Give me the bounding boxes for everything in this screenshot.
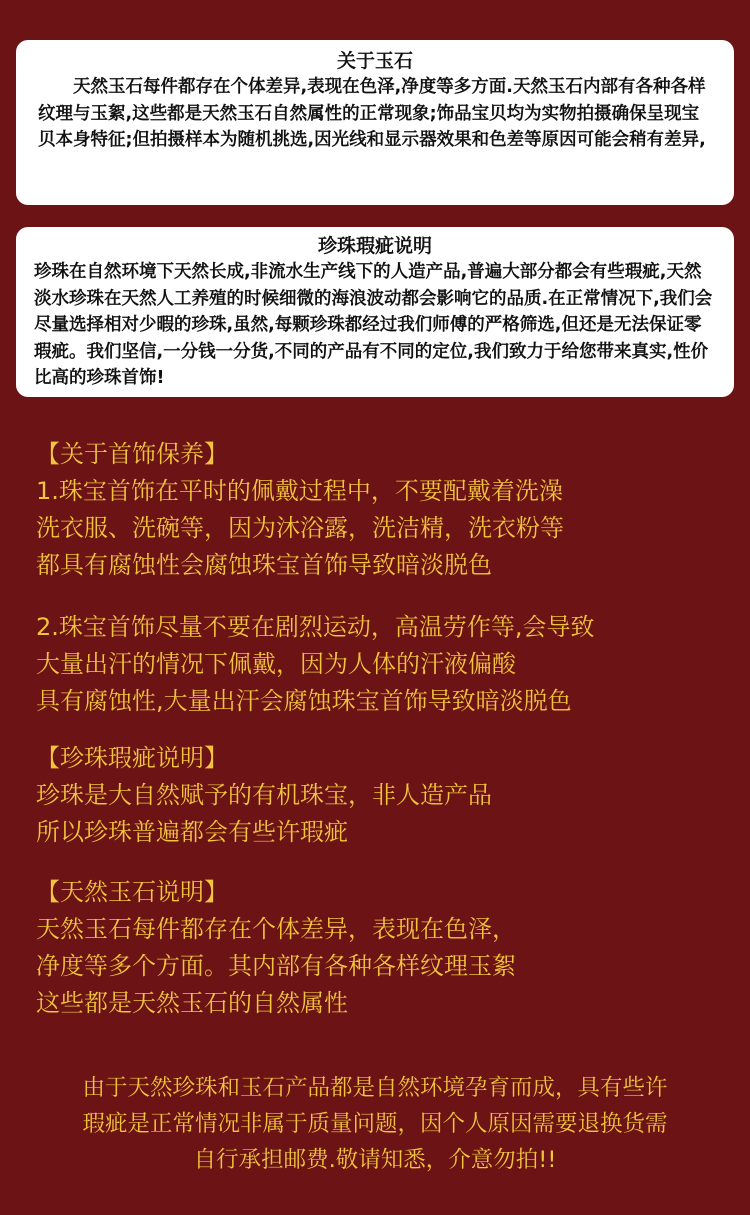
care-p1-line: 洗衣服、洗碗等，因为沐浴露，洗洁精，洗衣粉等 [36,514,564,542]
jade-section-heading: 【天然玉石说明】 [36,878,228,906]
jade-section-line: 这些都是天然玉石的自然属性 [36,989,348,1017]
pearl-card-title: 珍珠瑕疵说明 [317,235,432,257]
jade-section-line: 净度等多个方面。其内部有各种各样纹理玉絮 [36,952,516,980]
jade-card-body: 天然玉石每件都存在个体差异,表现在色泽,净度等多方面.天然玉石内部有各种各样纹理与玉絮,这些都是天然玉石自然属性的正常现象;饰品宝贝均为实物拍摄确保呈现宝贝本身特征;但拍摄样本为随机挑选,因光线和显示器效果和色差等原因可能会稍有差异, [38,77,706,150]
footer-line: 由于天然珍珠和玉石产品都是自然环境孕育而成，具有些许 [82,1075,668,1101]
pearl-section-heading: 【珍珠瑕疵说明】 [36,744,228,772]
jade-info-card [16,40,734,205]
jade-section [36,874,736,1022]
pearl-section [36,740,736,851]
care-p2-line: 2.珠宝首饰尽量不要在剧烈运动，高温劳作等,会导致 [36,613,595,641]
jade-card-title: 关于玉石 [336,50,413,72]
care-section [36,436,736,720]
care-p1-line: 都具有腐蚀性会腐蚀珠宝首饰导致暗淡脱色 [36,551,492,579]
footer-line: 瑕疵是正常情况非属于质量问题，因个人原因需要退换货需 [82,1111,668,1137]
pearl-flaw-card [16,227,734,397]
pearl-section-line: 珍珠是大自然赋予的有机珠宝，非人造产品 [36,781,492,809]
care-heading: 【关于首饰保养】 [36,440,228,468]
pearl-section-line: 所以珍珠普遍都会有些许瑕疵 [36,818,348,846]
disclaimer-footer [10,1070,740,1178]
jade-section-line: 天然玉石每件都存在个体差异，表现在色泽， [36,915,516,943]
care-p2-line: 具有腐蚀性,大量出汗会腐蚀珠宝首饰导致暗淡脱色 [36,687,572,715]
care-p1-line: 1.珠宝首饰在平时的佩戴过程中，不要配戴着洗澡 [36,477,563,505]
pearl-card-body: 珍珠在自然环境下天然长成,非流水生产线下的人造产品,普遍大部分都会有些瑕疵,天然淡水珍珠在天然人工养殖的时候细微的海浪波动都会影响它的品质.在正常情况下,我们会尽量选择相对少暇的珍珠,虽然,每颗珍珠都经过我们师傅的严格筛选,但还是无法保证零瑕疵。我们坚信,一分钱一分货,不同的产品有不同的定位,我们致力于给您带来真实,性价比高的珍珠首饰! [34,262,713,388]
footer-line: 自行承担邮费.敬请知悉，介意勿拍!! [193,1147,557,1173]
care-p2-line: 大量出汗的情况下佩戴，因为人体的汗液偏酸 [36,650,516,678]
